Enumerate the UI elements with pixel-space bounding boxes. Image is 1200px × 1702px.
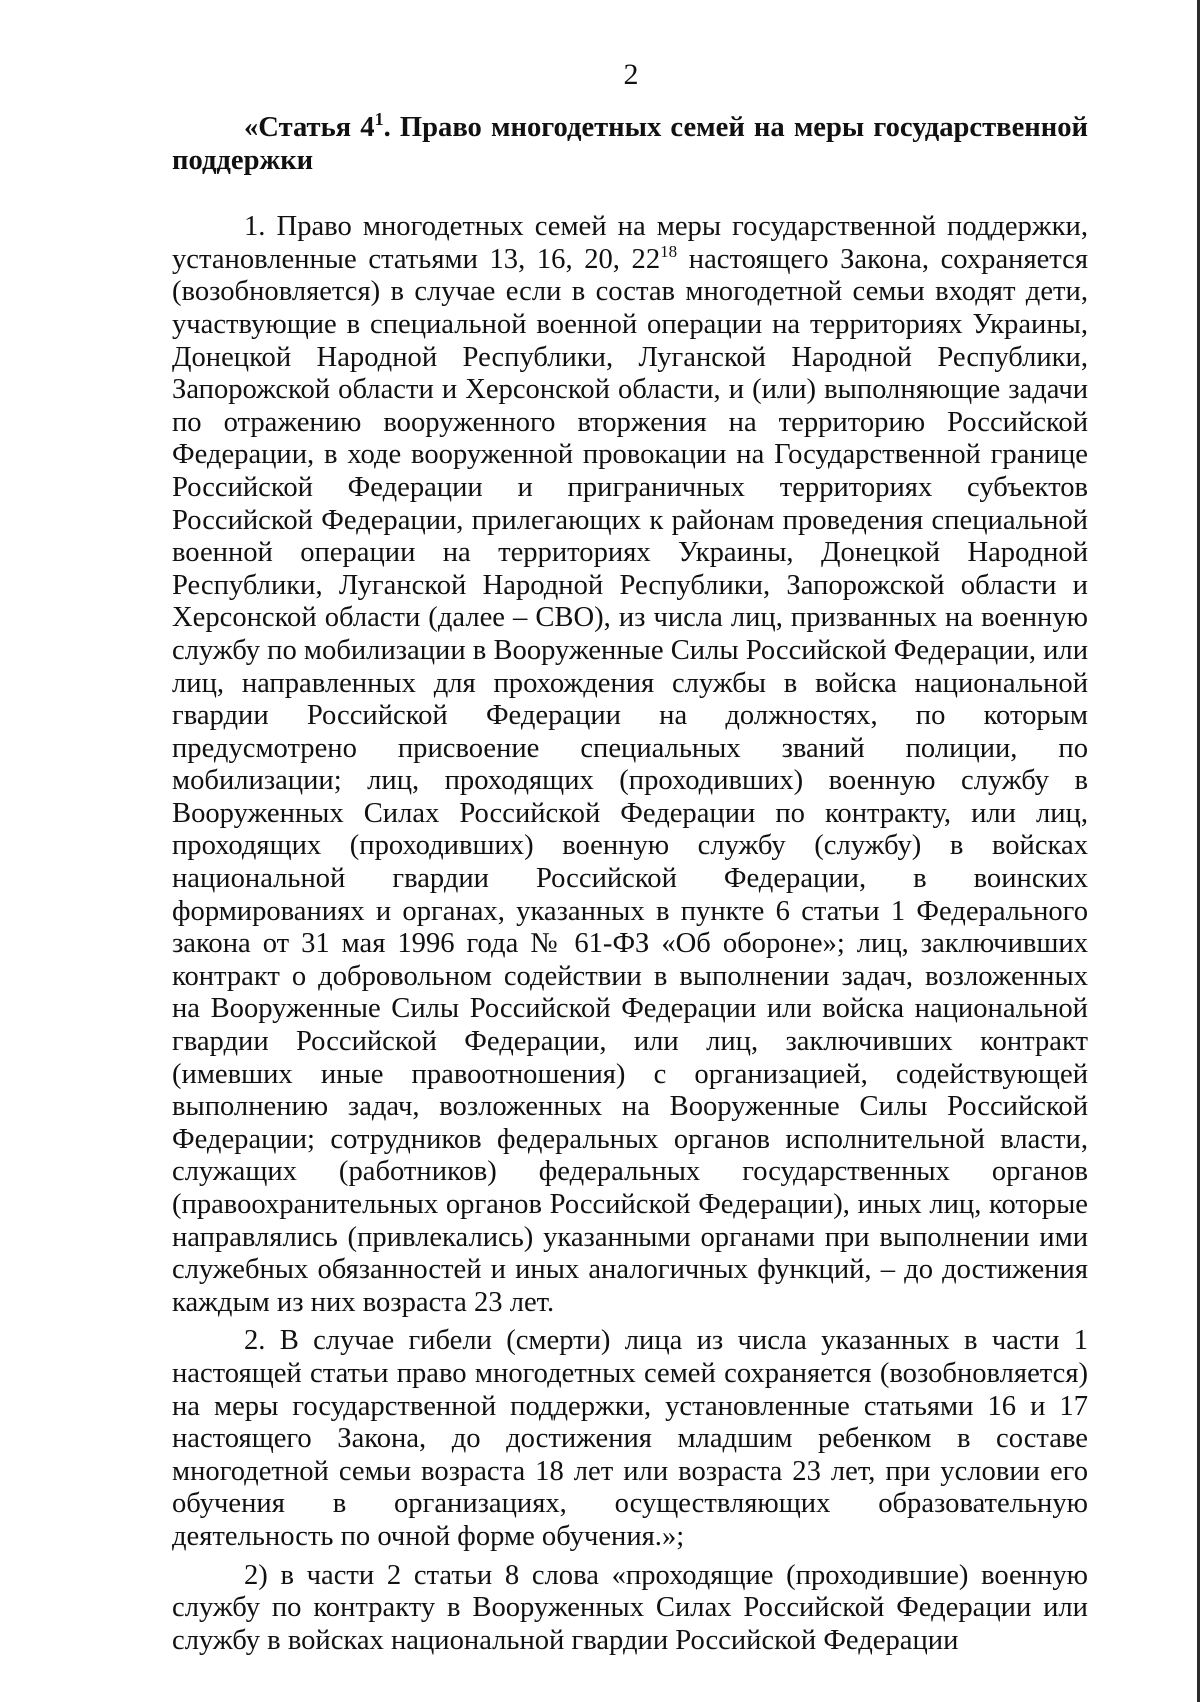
paragraph-2: 2. В случае гибели (смерти) лица из числа указанных в части 1 настоящей статьи право многодетных семей сохраняется (возобновляется) на меры государственной поддержки, установленные статьями 16 и 17 настоящего Закона, до достижения младшим ребенком в составе многодетной семьи возраста 18 лет или возраста 23 лет, при условии его обучения в организациях, осуществляющих образовательную деятельность по очной форме обучения.»; <box>172 1325 1088 1552</box>
paragraph-1-superscript: 18 <box>660 241 678 261</box>
article-heading <box>172 109 1088 177</box>
document-body <box>172 109 1088 1657</box>
article-heading-text: . Право многодетных семей на меры государственной поддержки <box>172 112 1088 176</box>
paragraph-3: 2) в части 2 статьи 8 слова «проходящие (проходившие) военную службу по контракту в Вооруженных Силах Российской Федерации или службу в войсках национальной гвардии Российской Федерации <box>172 1559 1088 1656</box>
paragraph-1-text-end: настоящего Закона, сохраняется (возобновляется) в случае если в состав многодетной семьи входят дети, участвующие в специальной военной операции на территориях Украины, Донецкой Народной Республики, Луганской Народной Республики, Запорожской области и Херсонской области, и (или) выполняющие задачи по отражению вооруженного вторжения на территорию Российской Федерации, в ходе вооруженной провокации на Государственной границе Российской Федерации и приграничных территориях субъектов Российской Федерации, прилегающих к районам проведения специальной военной операции на территориях Украины, Донецкой Народной Республики, Луганской Народной Республики, Запорожской области и Херсонской области (далее – СВО), из числа лиц, призванных на военную службу по мобилизации в Вооруженные Силы Российской Федерации, или лиц, направленных для прохождения службы в войска национальной гвардии Российской Федерации на должностях, по которым предусмотрено присвоение специальных званий полиции, по мобилизации; лиц, проходящих (проходивших) военную службу в Вооруженных Силах Российской Федерации по контракту, или лиц, проходящих (проходивших) военную службу (службу) в войсках национальной гвардии Российской Федерации, в воинских формированиях и органах, указанных в пункте 6 статьи 1 Федерального закона от 31 мая 1996 года № 61-ФЗ «Об обороне»; лиц, заключивших контракт о добровольном содействии в выполнении задач, возложенных на Вооруженные Силы Российской Федерации или войска национальной гвардии Российской Федерации, или лиц, заключивших контракт (имевших иные правоотношения) с организацией, содействующей выполнению задач, возложенных на Вооруженные Силы Российской Федерации; сотрудников федеральных органов исполнительной власти, служащих (работников) федеральных государственных органов (правоохранительных органов Российской Федерации), иных лиц, которые направлялись (привлекались) указанными органами при выполнении ими служебных обязанностей и иных аналогичных функций, – до достижения каждым из них возраста 23 лет. <box>172 243 1088 1318</box>
paragraph-1-text-start: 1. Право многодетных семей на меры государственной поддержки, установленные статьями 13, 16, 20, 22 <box>172 211 1088 275</box>
article-heading-prefix: «Статья 4 <box>244 112 375 143</box>
article-heading-superscript: 1 <box>374 109 384 129</box>
paragraph-1 <box>172 211 1088 1319</box>
page-number: 2 <box>623 58 639 91</box>
